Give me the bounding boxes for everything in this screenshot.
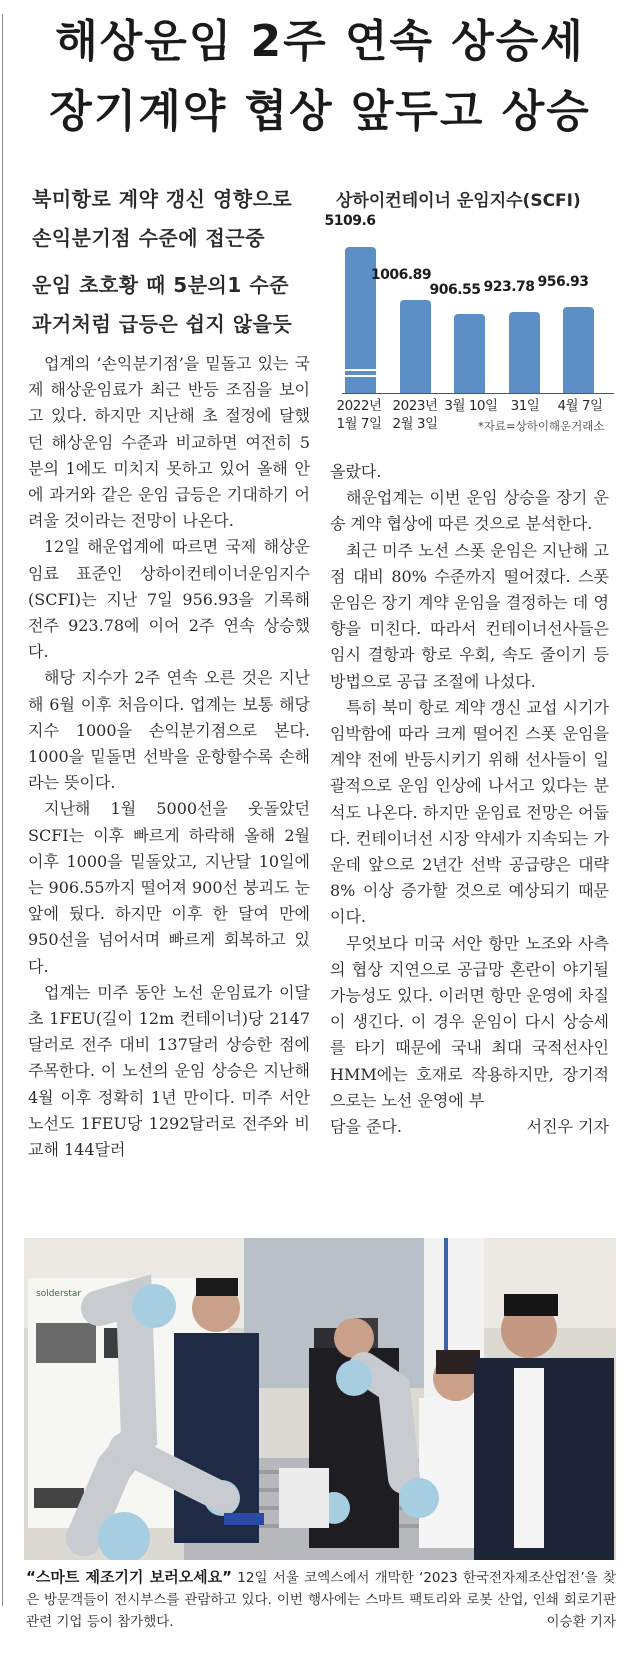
bar-mar-31 [509, 312, 540, 393]
caption-text: 12일 서울 코엑스에서 개막한 ‘2023 한국전자제조산업전’을 찾은 방문객들이 전시부스를 관람하고 있다. 이번 행사에는 스마트 팩토리와 로봇 산업, 인쇄 회로기판 관련 기업 등이 참가했다. [26, 1570, 616, 1630]
axis-break-mark [345, 375, 376, 377]
headline-line-1: 해상운임 2주 연속 상승세 [55, 16, 585, 67]
left-column-rule [2, 14, 3, 1606]
chart-title: 상하이컨테이너 운임지수(SCFI) [336, 191, 581, 211]
paragraph: 업계는 미주 동안 노선 운임료가 이달 초 1FEU(길이 12m 컨테이너)당 2147달러로 전주 대비 137달러 상승한 점에 주목한다. 이 노선의 운임 상승은 지난해 4월 이후 정확히 1년 만이다. 미주 서안 노선도 1FEU당 1292달러로 전주와 비교해 144달러 [28, 982, 310, 1160]
photo-caption [26, 1566, 616, 1633]
bar-mar-10 [454, 314, 485, 393]
bar-value-2: 1006.89 [370, 267, 432, 283]
subhead-3: 운임 초호황 때 5분의1 수준 [32, 273, 289, 297]
headline-line-2: 장기계약 협상 앞두고 상승 [49, 86, 591, 137]
paragraph: 무엇보다 미국 서안 항만 노조와 사측의 협상 지연으로 공급망 혼란이 야기될 가능성도 있다. 이러면 항만 운영에 차질이 생긴다. 이 경우 운임이 다시 상승세를 타기 때문에 국내 최대 국적선사인 HMM에는 호재로 작용하지만, 장기적으로는 노선 운영에 부 [330, 933, 609, 1110]
article-body-left-column [28, 351, 310, 1163]
x-label-3: 3월 10일 [444, 398, 498, 414]
bar-value-5: 956.93 [537, 274, 589, 290]
byline-row [330, 1114, 609, 1140]
photographer-byline: 이승환 기자 [546, 1614, 616, 1630]
paragraph: 해당 지수가 2주 연속 오른 것은 지난해 6월 이후 처음이다. 업계는 보통 해당 지수 1000을 손익분기점으로 본다. 1000을 밑돌면 선박을 운항할수록 손해라는 뜻이다. [28, 668, 310, 793]
subheadlines [32, 180, 317, 344]
x-label-2: 2023년 2월 3일 [392, 398, 438, 432]
paragraph-tail: 담을 준다. [330, 1117, 402, 1137]
paragraph: 최근 미주 노선 스폿 운임은 지난해 고점 대비 80% 수준까지 떨어졌다. 스폿 운임은 장기 계약 운임을 결정하는 데 영향을 미친다. 따라서 컨테이너선사들은 임시 결항과 항로 우회, 속도 줄이기 등 방법으로 공급 조절에 나섰다. [330, 540, 609, 691]
paragraph-continuation: 올랐다. [330, 462, 382, 481]
caption-title: “스마트 제조기기 보러오세요” [26, 1568, 233, 1586]
bar-value-4: 923.78 [483, 279, 535, 295]
subhead-2: 손익분기점 수준에 접근중 [32, 226, 265, 250]
x-label-4: 31일 [510, 398, 540, 414]
paragraph: 해운업계는 이번 운임 상승을 장기 운송 계약 협상에 따른 것으로 분석한다. [330, 488, 609, 534]
subhead-4: 과거처럼 급등은 쉽지 않을듯 [32, 312, 293, 336]
scfi-bar-chart [324, 180, 628, 450]
paragraph: 지난해 1월 5000선을 웃돌았던 SCFI는 이후 빠르게 하락해 올해 2월 이후 1000을 밑돌았고, 지난달 10일에는 906.55까지 떨어져 900선 붕괴도 눈앞에 뒀다. 하지만 이후 한 달여 만에 950선을 넘어서며 빠르게 회복하고 있다. [28, 799, 310, 976]
axis-break-mark [345, 369, 376, 371]
author-byline: 서진우 기자 [526, 1117, 609, 1137]
bar-value-1: 5109.6 [324, 213, 376, 229]
bar-value-3: 906.55 [429, 282, 481, 298]
article-body-right-column [330, 459, 609, 1140]
x-label-1: 2022년 1월 7일 [336, 398, 382, 432]
paragraph: 특히 북미 항로 계약 갱신 교섭 시기가 임박함에 따라 크게 떨어진 스폿 운임을 계약 전에 반등시키기 위해 선사들이 일괄적으로 운임 인상에 나서고 있다는 분석도 나온다. 하지만 운임료 전망은 어둡다. 컨테이너선 시장 약세가 지속되는 가운데 앞으로 2년간 선박 공급량은 대략 8% 이상 증가할 것으로 예상되기 때문이다. [330, 697, 609, 927]
paragraph: 12일 해운업계에 따르면 국제 해상운임료 표준인 상하이컨테이너운임지수(SCFI)는 지난 7일 956.93을 기록해 전주 923.78에 이어 2주 연속 상승했다. [28, 537, 310, 662]
chart-source: *자료=상하이해운거래소 [478, 419, 605, 433]
robot-exhibition-photo-icon [24, 1238, 616, 1560]
bar-apr-7 [563, 307, 594, 393]
subhead-1: 북미항로 계약 갱신 영향으로 [32, 187, 293, 211]
bar-2023-feb-3 [400, 300, 431, 393]
x-label-5: 4월 7일 [557, 398, 603, 414]
news-photo [24, 1238, 616, 1560]
chart-baseline [342, 393, 614, 394]
paragraph: 업계의 ‘손익분기점’을 밑돌고 있는 국제 해상운임료가 최근 반등 조짐을 보이고 있다. 하지만 지난해 초 절정에 달했던 해상운임 수준과 비교하면 여전히 5분의 1에도 미치지 못하고 있어 올해 안에 과거와 같은 운임 급등은 기대하기 어려울 것이라는 전망이 나온다. [28, 354, 310, 531]
svg-text:solderstar: solderstar [36, 1289, 82, 1299]
